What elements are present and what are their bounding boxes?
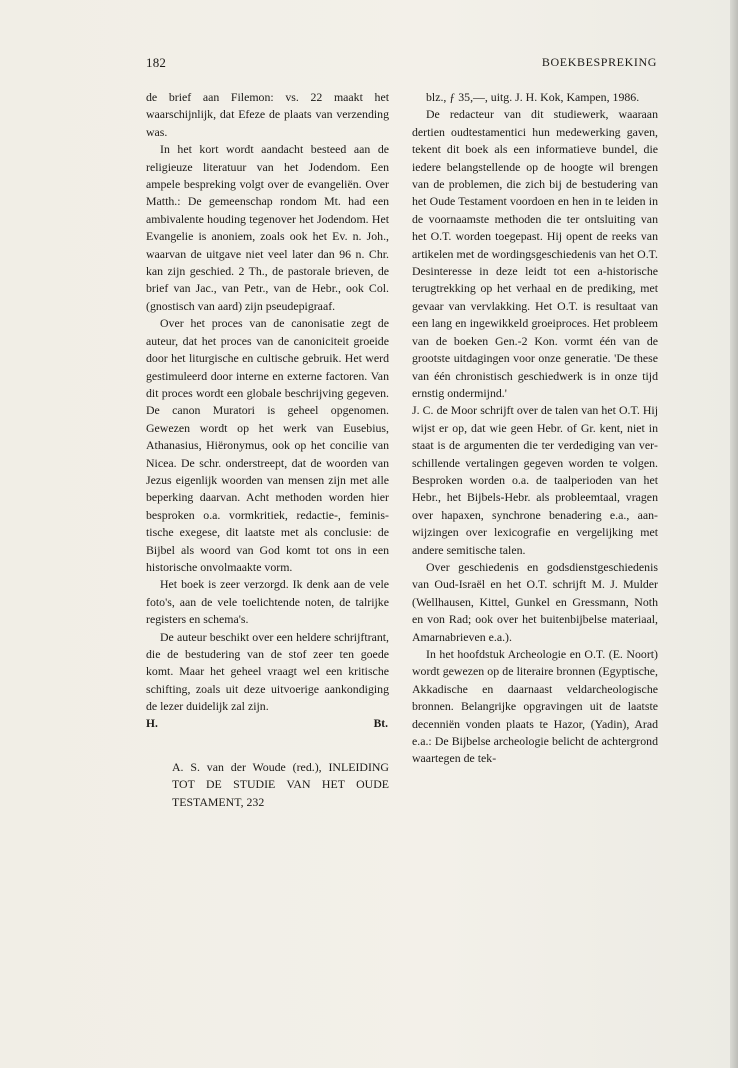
book-reference-continuation: blz., ƒ 35,—, uitg. J. H. Kok, Kampen, 1986.	[426, 90, 640, 104]
signature-initial-left: H.	[146, 717, 158, 730]
left-column	[146, 89, 389, 811]
running-head: BOEKBESPREKING	[541, 55, 657, 69]
paragraph: In het hoofdstuk Archeologie en O.T. (E. Noort) wordt gewezen op de literaire bronnen (Egyptische, Akkadische en daarnaast veldarcheologische bronnen. Belangrijke opgravingen uit de laatste decenniën vonden plaats te Hazor, (Yadin), Arad e.a.: De Bijbelse archeologie belicht de achtergrond waartegen de tek-	[412, 647, 658, 766]
paragraph: de brief aan Filemon: vs. 22 maakt het waarschijnlijk, dat Efeze de plaats van verzending was.	[146, 90, 389, 139]
reviewer-signature	[146, 716, 389, 733]
paragraph: De auteur beschikt over een heldere schrijftrant, die de bestudering van de stof zeer ten goede komt. Maar het geheel vraagt wel een kritische schifting, zoals uit deze uitvoerige aankondiging de lezer duidelijk zal zijn.	[146, 629, 389, 714]
paragraph: De redacteur van dit studiewerk, waaraan dertien oudtestamentici hun medewerking gaven, tekent dit boek als een informatieve bundel, die iedere belangstellende op de hoogte wil brengen van de problemen, die zich bij de bestudering van het Oude Testament voordoen en hen in te leiden in de voornaamste methoden die ter ontsluiting van het O.T. worden toegepast. Hij opent de reeks van artikelen met de wordingsgeschiedenis van het O.T. Desinteresse in deze leidt tot een a-historische terugtrekking op het verhaal en de prediking, met gevaar van vervlakking. Het O.T. is resultaat van een lang en ingewikkeld groeiproces. Het probleem van de boeken Gen.-2 Kon. vormt één van de grootste uitdagingen voor onze generatie. 'De these van één chronistisch geschiedwerk is in onze tijd ernstig ondermijnd.'	[412, 107, 658, 400]
right-column	[412, 89, 658, 768]
signature-initial-right: Bt.	[373, 717, 388, 730]
paragraph: J. C. de Moor schrijft over de talen van het O.T. Hij wijst er op, dat wie geen Hebr. of Gr. kent, niet in staat is de argumenten die ter verdediging van verschillende vertalingen gegeven worden te volgen. Besproken worden o.a. de taalperioden van het Hebr., het Bijbels-Hebr. als probleemtaal, vragen over hapaxen, synchrone benadering e.a., aanwijzingen over lexicografie en vergelijking met andere semitische talen.	[412, 403, 658, 557]
page-edge-shadow	[730, 0, 738, 1068]
paragraph: Over geschiedenis en godsdienstgeschiedenis van Oud-Israël en het O.T. schrijft M. J. Mulder (Wellhausen, Kittel, Gunkel en Gressmann, Noth en von Rad; ook over het buitenbijbelse materiaal, Amarnabrieven e.a.).	[412, 559, 658, 644]
paragraph: Over het proces van de canonisatie zegt de auteur, dat het proces van de canoniciteit groeide door het liturgische en cultische gebruik. Het werd gestimuleerd door interne en externe factoren. Van dit proces wordt een globale beschrijving gegeven. De canon Muratori is geheel opgenomen. Gewezen wordt op het werk van Eusebius, Athanasius, Hiëronymus, ook op het concilie van Nicea. De schr. onderstreept, dat de woorden van Jezus eigenlijk woorden van mensen zijn met alle beperking daarvan. Acht methoden worden hier besproken o.a. vormkritiek, redactie-, feministische exegese, dit laatste met als conclusie: de Bijbel als woord van God komt tot ons in een historische onvolmaakte vorm.	[146, 316, 389, 574]
paragraph: In het kort wordt aandacht besteed aan de religieuze literatuur van het Jodendom. Een ampele bespreking volgt over de evangeliën. Over Matth.: De gemeenschap rondom Mt. had een ambivalente houding tegenover het Jodendom. Het Evangelie is anoniem, zoals ook het Ev. n. Joh., waarvan de uitgave niet veel later dan 96 n. Chr. kan zijn geschied. 2 Th., de pastorale brieven, de brief van Jac., van Petr., van de Hebr., ook Col. (gnostisch van aard) zijn pseudepigraaf.	[146, 142, 389, 313]
paragraph: Het boek is zeer verzorgd. Ik denk aan de vele foto's, aan de vele toelichtende noten, de talrijke registers en schema's.	[146, 577, 389, 627]
book-reference: A. S. van der Woude (red.), INLEIDING TOT DE STUDIE VAN HET OUDE TESTAMENT, 232	[172, 760, 389, 809]
page-number: 182	[146, 55, 167, 70]
